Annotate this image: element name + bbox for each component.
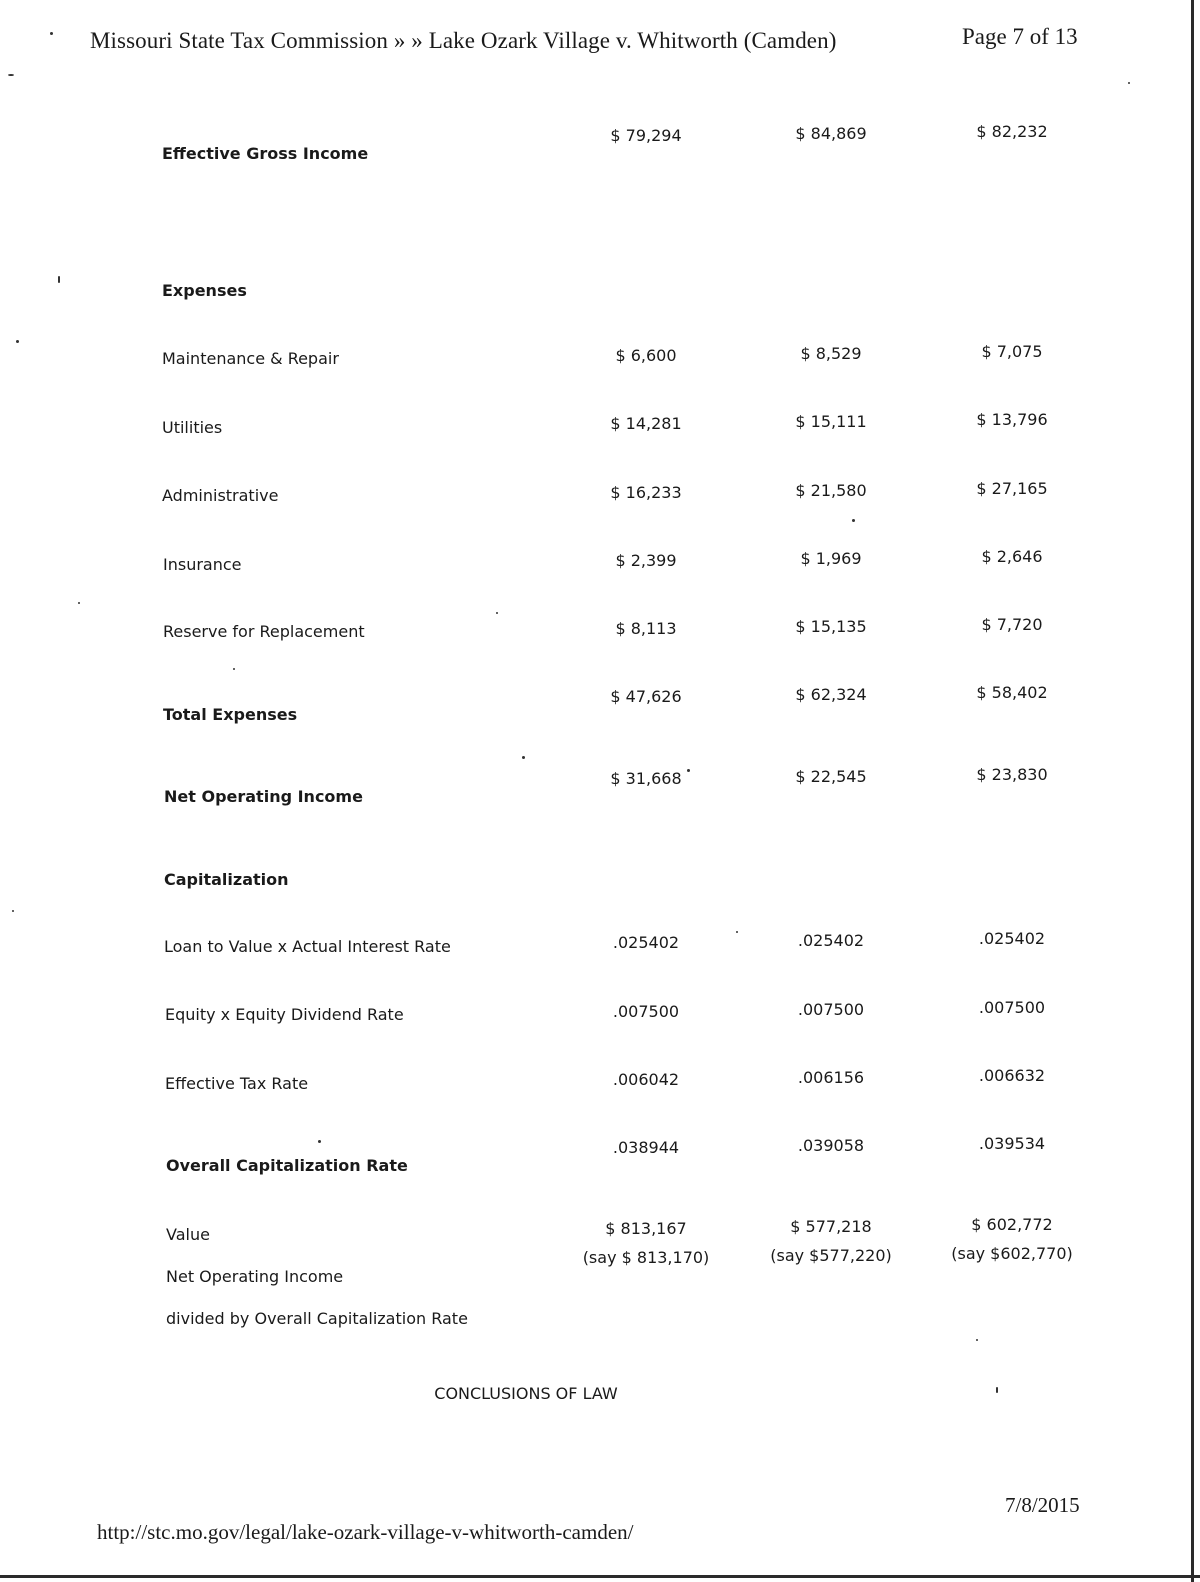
- row-label-effective-tax-rate: Effective Tax Rate: [165, 1074, 309, 1093]
- cell-cap-rate-3: .039534: [978, 1134, 1046, 1153]
- value-note-noi: Net Operating Income: [166, 1267, 344, 1286]
- cell-maintenance-2: $ 8,529: [800, 344, 862, 363]
- scan-speck: [318, 1140, 321, 1143]
- header-page-number: Page 7 of 13: [962, 24, 1078, 49]
- cell-cap-rate-1: .038944: [612, 1138, 680, 1157]
- cell-utilities-3: $ 13,796: [976, 410, 1048, 429]
- row-label-overall-cap-rate: Overall Capitalization Rate: [166, 1156, 408, 1175]
- cell-administrative-3: $ 27,165: [976, 479, 1048, 498]
- scan-speck: [976, 1339, 978, 1341]
- cell-value-3: $ 602,772: [971, 1215, 1053, 1234]
- cell-reserve-2: $ 15,135: [795, 617, 867, 636]
- cell-value-1: $ 813,167: [605, 1219, 687, 1238]
- row-label-effective-gross-income: Effective Gross Income: [162, 144, 369, 163]
- scan-speck: [852, 519, 855, 522]
- cell-equity-1: .007500: [612, 1002, 680, 1021]
- cell-egi-3: $ 82,232: [976, 122, 1048, 141]
- scan-speck: [16, 340, 19, 343]
- cell-noi-3: $ 23,830: [976, 765, 1048, 784]
- row-label-maintenance: Maintenance & Repair: [162, 349, 339, 368]
- scan-speck: [12, 910, 14, 912]
- scan-speck: [8, 74, 14, 76]
- row-label-reserve: Reserve for Replacement: [163, 622, 365, 641]
- scan-speck: [996, 1387, 998, 1393]
- cell-tax-rate-3: .006632: [978, 1066, 1046, 1085]
- section-heading-capitalization: Capitalization: [164, 870, 289, 889]
- cell-total-expenses-2: $ 62,324: [795, 685, 867, 704]
- scan-speck: [1128, 82, 1130, 84]
- header-title: Missouri State Tax Commission » » Lake Ozark Village v. Whitworth (Camden): [90, 28, 837, 53]
- cell-utilities-1: $ 14,281: [610, 414, 682, 433]
- cell-ltv-1: .025402: [612, 933, 680, 952]
- cell-reserve-3: $ 7,720: [981, 615, 1043, 634]
- scan-speck: [233, 668, 235, 670]
- cell-tax-rate-1: .006042: [612, 1070, 680, 1089]
- section-heading-expenses: Expenses: [162, 281, 247, 300]
- cell-maintenance-3: $ 7,075: [981, 342, 1043, 361]
- cell-utilities-2: $ 15,111: [795, 412, 867, 431]
- value-note-divided: divided by Overall Capitalization Rate: [166, 1309, 468, 1328]
- cell-maintenance-1: $ 6,600: [615, 346, 677, 365]
- cell-administrative-2: $ 21,580: [795, 481, 867, 500]
- page-edge-right: [1191, 0, 1194, 1582]
- conclusions-heading: CONCLUSIONS OF LAW: [434, 1384, 618, 1403]
- cell-value-2: $ 577,218: [790, 1217, 872, 1236]
- row-label-utilities: Utilities: [162, 418, 223, 437]
- row-label-net-operating-income: Net Operating Income: [164, 787, 363, 806]
- cell-cap-rate-2: .039058: [797, 1136, 865, 1155]
- row-label-equity-dividend: Equity x Equity Dividend Rate: [165, 1005, 404, 1024]
- cell-equity-3: .007500: [978, 998, 1046, 1017]
- cell-ltv-3: .025402: [978, 929, 1046, 948]
- row-label-administrative: Administrative: [162, 486, 279, 505]
- cell-ltv-2: .025402: [797, 931, 865, 950]
- row-label-value: Value: [166, 1225, 210, 1244]
- cell-insurance-3: $ 2,646: [981, 547, 1043, 566]
- scan-speck: [50, 32, 53, 35]
- scan-speck: [522, 756, 525, 759]
- page-edge-bottom: [0, 1575, 1200, 1578]
- cell-noi-2: $ 22,545: [795, 767, 867, 786]
- cell-reserve-1: $ 8,113: [615, 619, 677, 638]
- footer-url: http://stc.mo.gov/legal/lake-ozark-village-v-whitworth-camden/: [97, 1520, 634, 1544]
- cell-noi-1: $ 31,668: [610, 769, 682, 788]
- cell-total-expenses-3: $ 58,402: [976, 683, 1048, 702]
- scan-speck: [687, 769, 690, 772]
- cell-insurance-1: $ 2,399: [615, 551, 677, 570]
- cell-egi-1: $ 79,294: [610, 126, 682, 145]
- row-label-insurance: Insurance: [163, 555, 242, 574]
- footer-date: 7/8/2015: [1005, 1493, 1080, 1517]
- row-label-loan-to-value: Loan to Value x Actual Interest Rate: [164, 937, 451, 956]
- cell-equity-2: .007500: [797, 1000, 865, 1019]
- scan-speck: [736, 931, 738, 933]
- cell-administrative-1: $ 16,233: [610, 483, 682, 502]
- cell-egi-2: $ 84,869: [795, 124, 867, 143]
- scan-speck: [78, 602, 80, 604]
- cell-insurance-2: $ 1,969: [800, 549, 862, 568]
- cell-value-say-2: (say $577,220): [770, 1246, 892, 1265]
- row-label-total-expenses: Total Expenses: [163, 705, 298, 724]
- scan-speck: [58, 276, 60, 283]
- cell-value-say-1: (say $ 813,170): [582, 1248, 710, 1267]
- scan-speck: [496, 612, 498, 614]
- cell-value-say-3: (say $602,770): [951, 1244, 1073, 1263]
- cell-tax-rate-2: .006156: [797, 1068, 865, 1087]
- cell-total-expenses-1: $ 47,626: [610, 687, 682, 706]
